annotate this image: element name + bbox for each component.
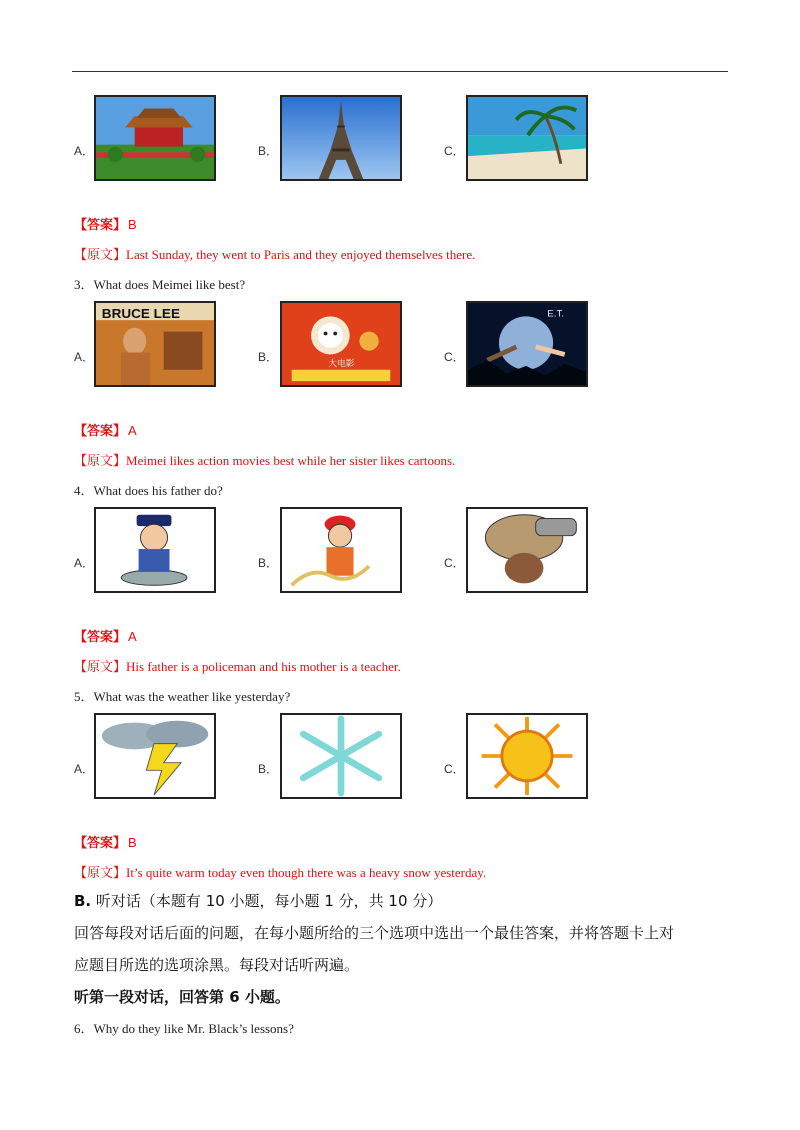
option-b-label: B． [258,762,279,776]
original-text: His father is a policeman and his mother is a teacher. [126,659,401,674]
option-b-label: B． [258,350,279,364]
answer-value: A [128,423,137,438]
original-tag: 【原文】 [74,660,127,675]
q2-answer [74,214,137,233]
firefighter-image [280,507,402,593]
option-a-label: A． [74,350,95,364]
original-tag: 【原文】 [74,454,127,469]
q4-original [74,656,401,675]
q5-answer [74,832,137,851]
answer-value: B [128,835,137,850]
header-rule [72,71,728,72]
policeman-image [94,507,216,593]
q3-original [74,450,455,469]
option-b-label: B． [258,144,279,158]
answer-value: A [128,629,137,644]
option-b-label: B． [258,556,279,570]
et-poster-image [466,301,588,387]
section-b-prefix: B. [74,892,92,910]
answer-tag: 【答案】 [74,218,127,233]
option-c-label: C． [444,350,465,364]
original-text: Last Sunday, they went to Paris and they enjoyed themselves there. [126,247,476,262]
q5-question: 5．What was the weather like yesterday? [74,689,291,704]
snowflake-image [280,713,402,799]
bruce-lee-poster-title: BRUCE LEE [101,306,181,322]
option-c-label: C． [444,556,465,570]
q3-answer [74,420,137,439]
soldier-image [466,507,588,593]
option-c-label: C． [444,762,465,776]
option-a-label: A． [74,762,95,776]
answer-value: B [128,217,137,232]
q4-question: 4．What does his father do? [74,483,223,498]
section-b-instruction-2: 应题目所选的选项涂黑。每段对话听两遍。 [74,956,360,974]
thunderstorm-image [94,713,216,799]
original-text: It’s quite warm today even though there was a heavy snow yesterday. [126,865,487,880]
option-a-label: A． [74,556,95,570]
q3-question: 3．What does Meimei like best? [74,277,246,292]
q5-original [74,862,486,881]
q4-answer [74,626,137,645]
original-tag: 【原文】 [74,866,127,881]
eiffel-tower-image [280,95,402,181]
tiananmen-image [94,95,216,181]
pleasant-goat-poster-image [280,301,402,387]
answer-tag: 【答案】 [74,630,127,645]
section-b-instruction-1: 回答每段对话后面的问题，在每小题所给的三个选项中选出一个最佳答案，并将答题卡上对 [74,924,675,942]
q6-question: 6．Why do they like Mr. Black’s lessons? [74,1021,294,1036]
q2-original [74,244,475,263]
answer-tag: 【答案】 [74,836,127,851]
original-text: Meimei likes action movies best while her sister likes cartoons. [126,453,456,468]
beach-palm-image [466,95,588,181]
section-b-heading [74,890,442,911]
et-poster-title: E.T. [547,308,564,320]
answer-tag: 【答案】 [74,424,127,439]
option-c-label: C． [444,144,465,158]
option-a-label: A． [74,144,95,158]
original-tag: 【原文】 [74,248,127,263]
bruce-lee-poster-image [94,301,216,387]
sun-image [466,713,588,799]
section-b-title: 听对话（本题有 10 小题，每小题 1 分，共 10 分） [95,892,443,910]
section-b-sub-instruction: 听第一段对话，回答第 6 小题。 [74,988,290,1006]
poster-b-text: 大电影 [328,358,355,369]
